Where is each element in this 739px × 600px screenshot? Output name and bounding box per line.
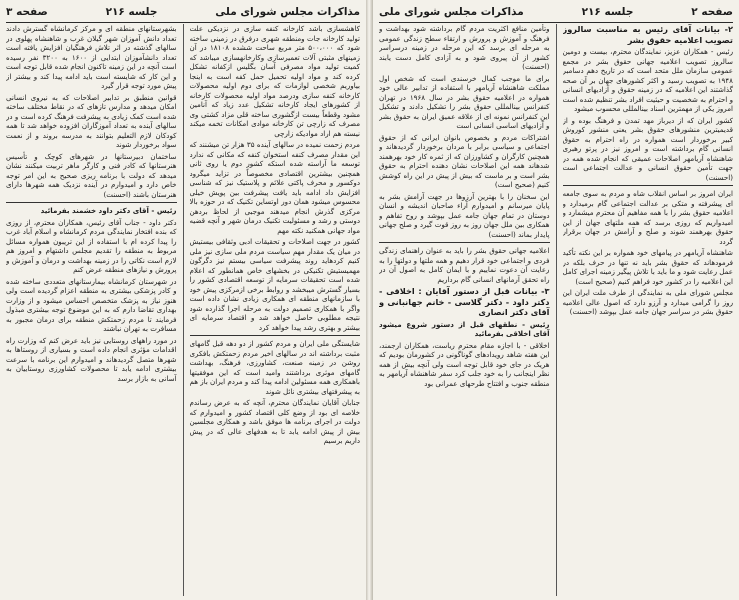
- section-rule: [379, 242, 550, 243]
- paragraph: ساختمان دبیرستانها در شهرهای کوچک و تأسیس هنرستانها که کادر فنی و کارگر ماهر تربیت میکنند نشان میدهد که دولت با برنامه ریزی صحیح به این امر توجه خاص دارد و امیدوارم در آینده نزدیک همه شهرها دارای هنرستان باشند (احسنت): [6, 151, 177, 199]
- paragraph: کشور در جهت اصلاحات و تحقیقات ادبی وثقافی بیستیش در میان یک مقدار مهم سیاست مردم ملی سازی نیز ملی کنیم کردهاید روند پیشرفت سیاسی بیستم نیز دگرگون مهمیستیش تکنیکی در بخشهای خاص همانطور که اعلام شده است تحقیقات سرمایه از توسعه اقتصادی کشور را بسیار گسترش میبخشد و روابط برخی ازمرکزی پیش خود با سازمانهای منطقه ای همکاری زیادی نشان داده است واگر با همکاری تصمیم دولت به مرحله اجرا گذارده شود نتیجه مطلوبی حاصل خواهد شد و اقتصاد سرمایه ای بیشتر و بهتری رشد پیدا خواهد کرد: [189, 237, 360, 332]
- column-divider: [183, 24, 184, 596]
- paragraph: اخلاقی - با اجازه مقام محترم ریاست، همکاران ارجمند، این هفته شاهد رویدادهای گوناگونی در کشورمان بودیم که هریک در جای خود قابل توجه است ولی آنچه بیش از همه نظر اینجانب را به خود جلب کرد سفر شاهنشاه آریامهر به منطقه جنوب و افتتاح طرحهای عمرانی بود: [379, 340, 550, 388]
- left-page-header: [6, 4, 360, 23]
- paragraph: مردم زحمت نمیده در سالهای آینده ۳۵ هزار تن میشنند که این مقدار مصرف کنفه استخوان کنفه که مکانی که ندارد توسعه ما آراسته شده استکه کشور دوم یا روی ثانی همچنین بیشترین اقتصادی مخصوصاً در تزاید میگرود دوکسور و محرف پاکتی علائم و پلاستیک نیز که شناسی افزایش داد ادامه باید یافت پیشرفت بین پویش خیلی محسوس میشود همان دور اوتساین تکنیک که در حوزه بالا مرکزی گذرش انجام میدهند موجبی از لحاظ بردهن دوستی و رشد و مسئولیت تکنیک درمان شهر و آنچه قضیه مواد جهانی همکنید نکته مهم: [189, 140, 360, 235]
- paragraph: برای ما موجب کمال خرسندی است که شخص اول مملکت شاهنشاه آریامهر با استفاده از تدابیر عالی خود همواره در اعلامیه حقوق بشر در سال ۱۹۶۸ در تهران کنفرانس بینالمللی حقوق بشر را تشکیل دادند و تشکیل این کنفرانس نمونه ای از علاقه عمیق ایران به حقوق بشر و آزادیهای اساسی انسانی است: [379, 73, 550, 130]
- paragraph: در شهرستان کرمانشاه بیمارستانهای متعددی ساخته شده و کادر پزشکی بیشتری به منطقه اعزام گردیده است ولی هنوز نیاز به پزشک متخصص احساس میشود و از وزارت بهداری تقاضا دارم که به این موضوع توجه بیشتری مبذول فرمایند تا مردم زحمتکش منطقه برای درمان مجبور به مسافرت به تهران نباشند: [6, 276, 177, 333]
- paragraph: وتأمین منافع اکثریت مردم گام برداشته شود بهداشت و فرهنگ و آموزش و پرورش و ارتقاء سطح زندگی عمومی به مرحله ای برسد که این مرحله در زمینه درسراسر کشور از آن پیروی شود و به آزادی کامل دست یابند (احسنت): [379, 24, 550, 71]
- left-page-right-column: [190, 24, 361, 596]
- paragraph: جنابان آقایان نمایندگان محترم، آنچه که به عرض رساندم خلاصه ای بود از وضع کلی اقتصاد کشور و امیدوارم که دولت در اجرای برنامه ها موفق باشد و همکاری مجلسین بیش از پیش ادامه یابد تا به هدفهای عالی که در پیش داریم برسیم: [189, 398, 360, 445]
- section-heading: ۲- بیانات آقای رئیس به مناسبت سالروز تصویب اعلامیه حقوق بشر: [562, 24, 733, 45]
- left-page-session: جلسه ۲۱۶: [105, 6, 158, 18]
- right-page-left-column: [379, 24, 550, 596]
- section-heading: ۳- بیانات قبل از دستور آقایان : اخلاقی - دکتر داود - دکتر گلاسی - خانم جهانبانی و آقای دکتر انصاری: [379, 286, 550, 317]
- book-gutter: [366, 0, 373, 600]
- speaker-line: رئیس - آقای دکتر داود خشمند بفرمائید: [40, 206, 177, 215]
- paragraph: کشور ایران که از دیرباز مهد تمدن و فرهنگ بوده و از قدیمیترین منشورهای حقوق بشر یعنی منشور کوروش کبیر برخوردار است همواره در راه احترام به حقوق انسانی گام برداشته است و امروز نیز در پرتو رهبری شاهنشاه آریامهر اصلاحات عمیقی که انجام شده همه در جهت تأمین حقوق انسانی و عدالت اجتماعی است (احسنت): [562, 115, 733, 182]
- paragraph: اعلامیه جهانی حقوق بشر را باید به عنوان راهنمای زندگی فردی و اجتماعی خود قرار دهیم و همه ملتها و دولتها را به رعایت آن دعوت نماییم و با ایمان کامل به اصول آن در راه تحقق آرمانهای انسانی گام برداریم: [379, 246, 550, 284]
- paragraph: رئیس - همکاران عزیز، نمایندگان محترم، بیست و دومین سالروز تصویب اعلامیه جهانی حقوق بشر در مجمع عمومی سازمان ملل متحد است که در تاریخ دهم دسامبر ۱۹۴۸ به تصویب رسید و اکثر کشورهای جهان بر آن صحه گذاشتند این اعلامیه که در زمینه حقوق و آزادیهای انسانی و احترام به شخصیت و حیثیت افراد بشر تنظیم شده است امروز یکی از مهمترین اسناد بینالمللی محسوب میشود: [562, 47, 733, 113]
- left-page: [0, 0, 366, 600]
- right-page-title: مذاکرات مجلس شورای ملی: [379, 6, 524, 18]
- paragraph: کاهشسازی باشد کارخانه کنفه سازی در نزدیکی علت تولید کارخانه جات ومنطقه شهری درفرق در زمینی ساخته شود که ۵۰۰،۰۰۰ متر مربع ساحت ششده ۱۸۱۰۸ در آن زمینهای مثبتی آلات تعمیرسازی وکارخانهسازی میباشد که کمیت تولید مواد مصرفی آسان بگلیس ازکفانه تشکل کرده کند و مواد اولیه تحمیل حمل کفه است به اینجا بیاوریم شخصی لوازمات که برای دوم اولیه محصولات کارخانه کنفه سازی ودرصد مواد اولیه محصولات کارخانه از کشورهای ایجاد کارخانه تشکیل عدد زیاد که آنامین مشود وقطعاً بیست ازگشوری ساخته قلی مزاد کشتی وی مصرف که زارچی تن کارخانه موادی امکانات تخمه میکند نیسته هم اراد موادیکه زارچی: [189, 24, 360, 138]
- section-rule: [6, 202, 177, 203]
- left-page-number: صفحه ۳: [6, 6, 48, 18]
- paragraph: دکتر داود - جناب آقای رئیس، همکاران محترم، از روزی که بنده افتخار نمایندگی مردم کرمانشاه و اسلام آباد غرب را پیدا کرده ام با استفاده از این تریبون همواره مسائل مربوط به منطقه را تقدیم مجلس داشتهام و امروز هم لازم است نکاتی را در زمینه بهداشت و درمان و آموزش و پرورش و نیازهای منطقه عرض کنم: [6, 217, 177, 274]
- right-page-columns: [379, 24, 733, 596]
- right-page-number: صفحه ۲: [691, 6, 733, 18]
- paragraph: مجلس شورای ملی به نمایندگی از طرف ملت ایران این روز را گرامی میدارد و آرزو دارد که اصول عالی اعلامیه حقوق بشر در سراسر جهان جامه عمل بپوشد (احسنت): [562, 288, 733, 316]
- section-rule: [190, 335, 361, 336]
- right-page-session: جلسه ۲۱۶: [581, 6, 634, 18]
- right-page-right-column: [563, 24, 734, 596]
- paragraph: این سخنان را با بهترین آرزوها در جهت آرامش بشر به پایان میرسانم و امیدوارم آراء صاحبان اندیشه و انسان دوستان در تمام جهان جامه عمل بپوشد و روح تفاهم و همکاری بین ملل جهان روز به روز قوت گیرد و صلح جهانی پایدار بماند (احسنت): [379, 191, 550, 239]
- left-page-left-column: [6, 24, 177, 596]
- paragraph: قوانین منطبق بر تدابیر اصلاحات که به نیروی انسانی امکان میدهد و مدارس تازهای که در نقاط مختلف ساخته شده است کمک زیادی به پیشرفت فرهنگ کرده است و در سالهای آینده به تعداد آموزگاران افزوده خواهد شد تا همه کودکان لازم التعلیم بتوانند به مدرسه بروند و از نعمت سواد برخوردار شوند: [6, 92, 177, 149]
- paragraph: شاهنشاه آریامهر در پیامهای خود همواره بر این نکته تأکید فرمودهاند که حقوق بشر باید نه تنها در حرف بلکه در عمل رعایت شود و ما باید با تلاش پیگیر زمینه اجرای کامل این اعلامیه را در کشور خود فراهم کنیم (صحیح است): [562, 248, 733, 286]
- paragraph: اشتراکات مردم و بخصوص بانوان ایرانی که از حقوق اجتماعی و سیاسی برابر با مردان برخوردار گردیدهاند و همچنین کارگران و کشاورزان که از ثمره کار خود بهرهمند شدهاند همه این اصلاحات نشان دهنده احترام به حقوق بشر است و بر ماست که بیش از پیش در این راه کوشش کنیم (صحیح است): [379, 132, 550, 189]
- right-page-header: [379, 4, 733, 23]
- paragraph: در مورد راههای روستایی نیز باید عرض کنم که وزارت راه اقدامات مؤثری انجام داده است و بسیاری از روستاها به شهرها متصل گردیدهاند و امیدوارم این برنامه با سرعت بیشتری ادامه یابد تا محصولات کشاورزی روستاییان به آسانی به بازار برسد: [6, 335, 177, 383]
- column-divider: [556, 24, 557, 596]
- left-page-columns: [6, 24, 360, 596]
- speaker-line: رئیس - نطقهای قبل از دستور شروع میشود آقای اخلاقی بفرمائید: [379, 319, 550, 338]
- right-page: [373, 0, 739, 600]
- paragraph: ایران امروز بر اساس انقلاب شاه و مردم به سوی جامعه ای پیشرفته و متکی بر عدالت اجتماعی گام برمیدارد و اعلامیه حقوق بشر را با همه مفاهیم آن محترم میشمارد و امیدواریم که روزی برسد که همه ملتهای جهان از این حقوق بهرهمند شوند و صلح و آرامش در جهان برقرار گردد: [562, 189, 733, 246]
- paragraph: شایستگی ملی ایران و مردم کشور از دو دهه قبل گامهای مثبت برداشته اند در سالهای اخیر مردم زحمتکش بافکری روشن در زمینه صنعت، کشاورزی، فرهنگ، بهداشت گامهای موثری برداشتند وامید است که این موفقیتها باهمکاری همه مسئولین ادامه پیدا کند و مردم ایران باز هم به پیشرفتهای بیشتری نائل شوند: [189, 339, 360, 396]
- left-page-title: مذاکرات مجلس شورای ملی: [215, 6, 360, 18]
- paragraph: بشهرستانهای منطقه ای و مرکز کرمانشاه گسترش دادند تعداد دانش آموزان شهر گیلان غرب و شاهنشاه پهلوی در سالهای گذشته در اثر تلاش فرهنگیان افزایش یافته است تعداد دانشآموزان ابتدایی از ۱۶۰۰ به ۳۲۰۰ نفر رسیده است آنچه در این زمینه تاکنون انجام شده قابل توجه است و این کار که شایسته است باید ادامه پیدا کند و بیشتر از پیش مورد توجه قرار گیرد: [6, 24, 177, 90]
- section-rule: [563, 185, 734, 186]
